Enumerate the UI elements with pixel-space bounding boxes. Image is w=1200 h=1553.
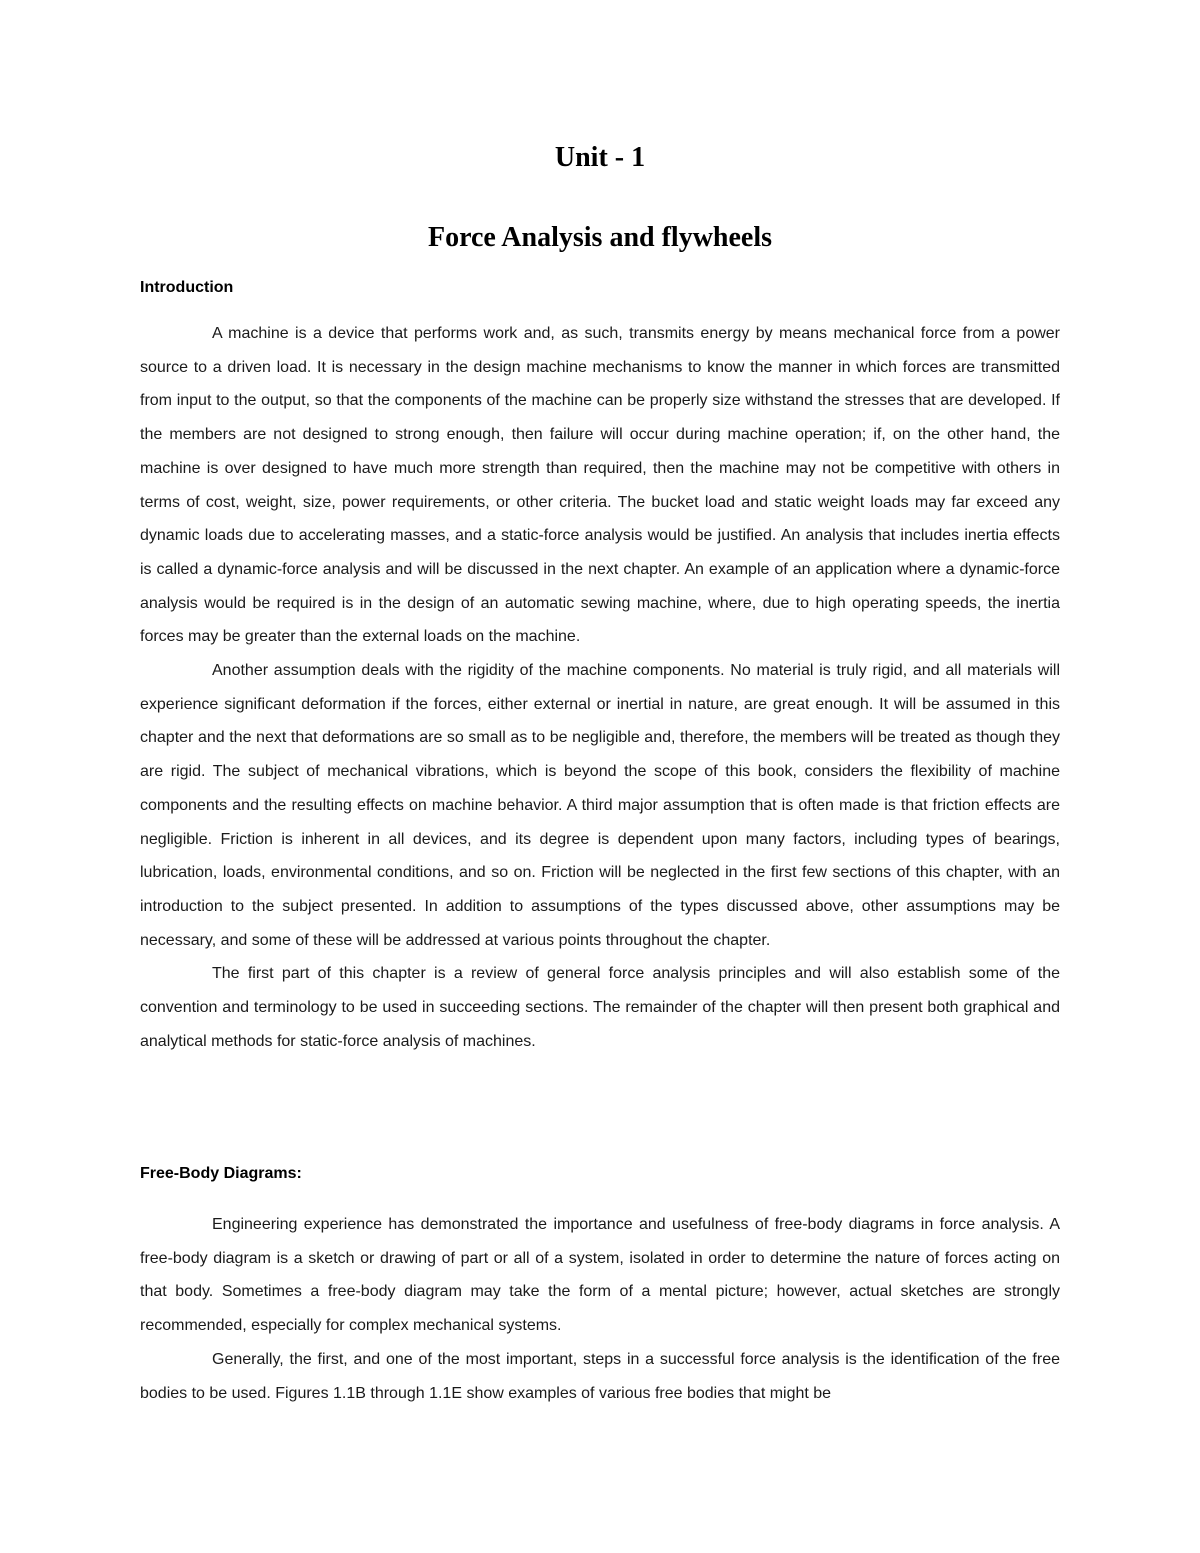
document-page bbox=[140, 0, 1060, 1553]
paragraph: A machine is a device that performs work and, as such, transmits energy by means mechanical force from a power source to a driven load. It is necessary in the design machine mechanisms to know the manner in which forces are transmitted from input to the output, so that the components of the machine can be properly size withstand the stresses that are developed. If the members are not designed to strong enough, then failure will occur during machine operation; if, on the other hand, the machine is over designed to have much more strength than required, then the machine may not be competitive with others in terms of cost, weight, size, power requirements, or other criteria. The bucket load and static weight loads may far exceed any dynamic loads due to accelerating masses, and a static-force analysis would be justified. An analysis that includes inertia effects is called a dynamic-force analysis and will be discussed in the next chapter. An example of an application where a dynamic-force analysis would be required is in the design of an automatic sewing machine, where, due to high operating speeds, the inertia forces may be greater than the external loads on the machine. bbox=[140, 325, 1060, 646]
chapter-title: Force Analysis and flywheels bbox=[427, 222, 773, 253]
paragraph: Engineering experience has demonstrated the importance and usefulness of free-body diagrams in force analysis. A free-body diagram is a sketch or drawing of part or all of a system, isolated in order to determine the nature of forces acting on that body. Sometimes a free-body diagram may take the form of a mental picture; however, actual sketches are strongly recommended, especially for complex mechanical systems. bbox=[140, 1216, 1060, 1335]
paragraph: Generally, the first, and one of the most important, steps in a successful force analysis is the identification of the free bodies to be used. Figures 1.1B through 1.1E show examples of various free bodies that might be bbox=[140, 1350, 1060, 1402]
section-heading-free-body-diagrams: Free-Body Diagrams: bbox=[140, 1165, 302, 1182]
unit-title: Unit - 1 bbox=[554, 142, 646, 173]
paragraph: The first part of this chapter is a review of general force analysis principles and will also establish some of the convention and terminology to be used in succeeding sections. The remainder of the chapter will then present both graphical and analytical methods for static-force analysis of machines. bbox=[140, 965, 1060, 1050]
introduction-body bbox=[140, 317, 1060, 1058]
paragraph: Another assumption deals with the rigidity of the machine components. No material is truly rigid, and all materials will experience significant deformation if the forces, either external or inertial in nature, are great enough. It will be assumed in this chapter and the next that deformations are so small as to be negligible and, therefore, the members will be treated as though they are rigid. The subject of mechanical vibrations, which is beyond the scope of this book, considers the flexibility of machine components and the resulting effects on machine behavior. A third major assumption that is often made is that friction effects are negligible. Friction is inherent in all devices, and its degree is dependent upon many factors, including types of bearings, lubrication, loads, environmental conditions, and so on. Friction will be neglected in the first few sections of this chapter, with an introduction to the subject presented. In addition to assumptions of the types discussed above, other assumptions may be necessary, and some of these will be addressed at various points throughout the chapter. bbox=[140, 662, 1060, 949]
section-heading-introduction: Introduction bbox=[140, 279, 234, 296]
free-body-diagrams-body bbox=[140, 1208, 1060, 1410]
